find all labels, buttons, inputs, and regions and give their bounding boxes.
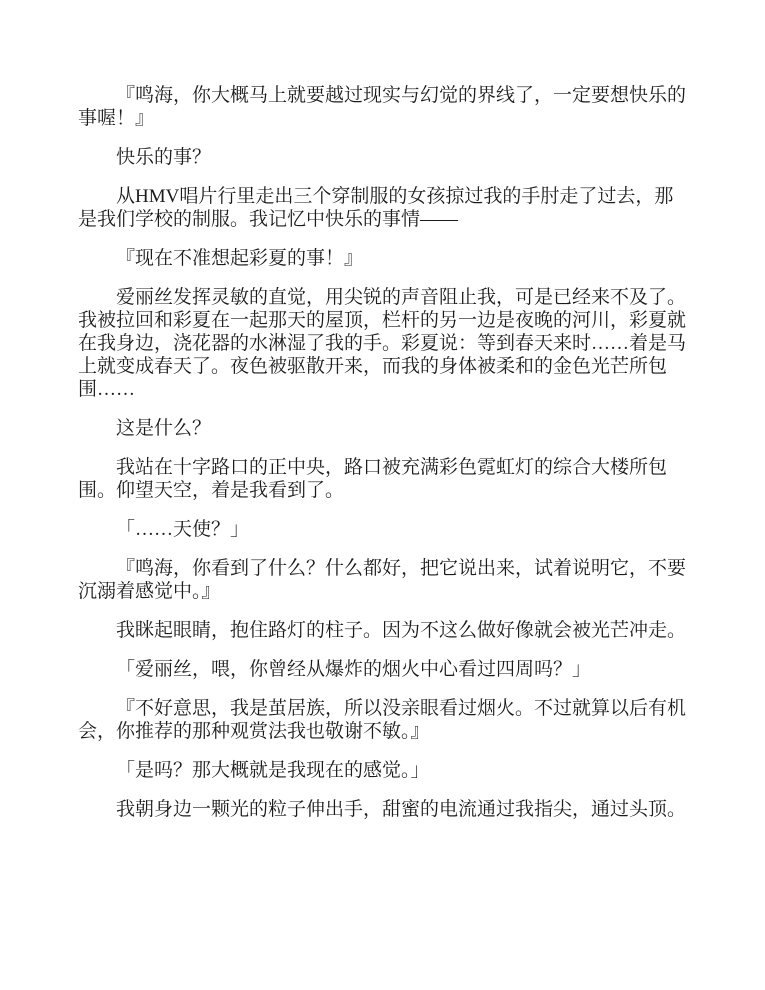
paragraph: 『鸣海，你看到了什么？什么都好，把它说出来，试着说明它，不要沉溺着感觉中。』 — [78, 558, 687, 602]
paragraph: 『鸣海，你大概马上就要越过现实与幻觉的界线了，一定要想快乐的事喔！』 — [78, 85, 687, 129]
paragraph: 我站在十字路口的正中央，路口被充满彩色霓虹灯的综合大楼所包围。仰望天空，着是我看到了。 — [78, 457, 668, 501]
paragraph: 「是吗？那大概就是我现在的感觉。」 — [116, 760, 430, 781]
paragraph: 我眯起眼睛，抱住路灯的柱子。因为不这么做好像就会被光芒冲走。 — [116, 620, 687, 641]
paragraph: 「爱丽丝，喂，你曾经从爆炸的烟火中心看过四周吗？」 — [116, 659, 592, 680]
paragraph: 『现在不准想起彩夏的事！』 — [116, 248, 364, 269]
paragraph: 我朝身边一颗光的粒子伸出手，甜蜜的电流通过我指尖，通过头顶。 — [116, 799, 687, 820]
paragraph: 『不好意思，我是茧居族，所以没亲眼看过烟火。不过就算以后有机会，你推荐的那种观赏法我也敬谢不敏。』 — [78, 698, 687, 742]
paragraph: 快乐的事？ — [116, 147, 212, 168]
paragraph: 这是什么？ — [116, 418, 212, 439]
text-body — [78, 84, 690, 837]
paragraph: 「……天使？」 — [116, 519, 250, 540]
paragraph: 从HMV唱片行里走出三个穿制服的女孩掠过我的手肘走了过去，那是我们学校的制服。我记忆中快乐的事情—— — [78, 186, 674, 230]
paragraph: 爱丽丝发挥灵敏的直觉，用尖锐的声音阻止我，可是已经来不及了。我被拉回和彩夏在一起那天的屋顶，栏杆的另一边是夜晚的河川，彩夏就在我身边，浇花器的水淋湿了我的手。彩夏说：等到春天来时……着是马上就变成春天了。夜色被驱散开来，而我的身体被柔和的金色光芒所包围…… — [78, 287, 687, 400]
